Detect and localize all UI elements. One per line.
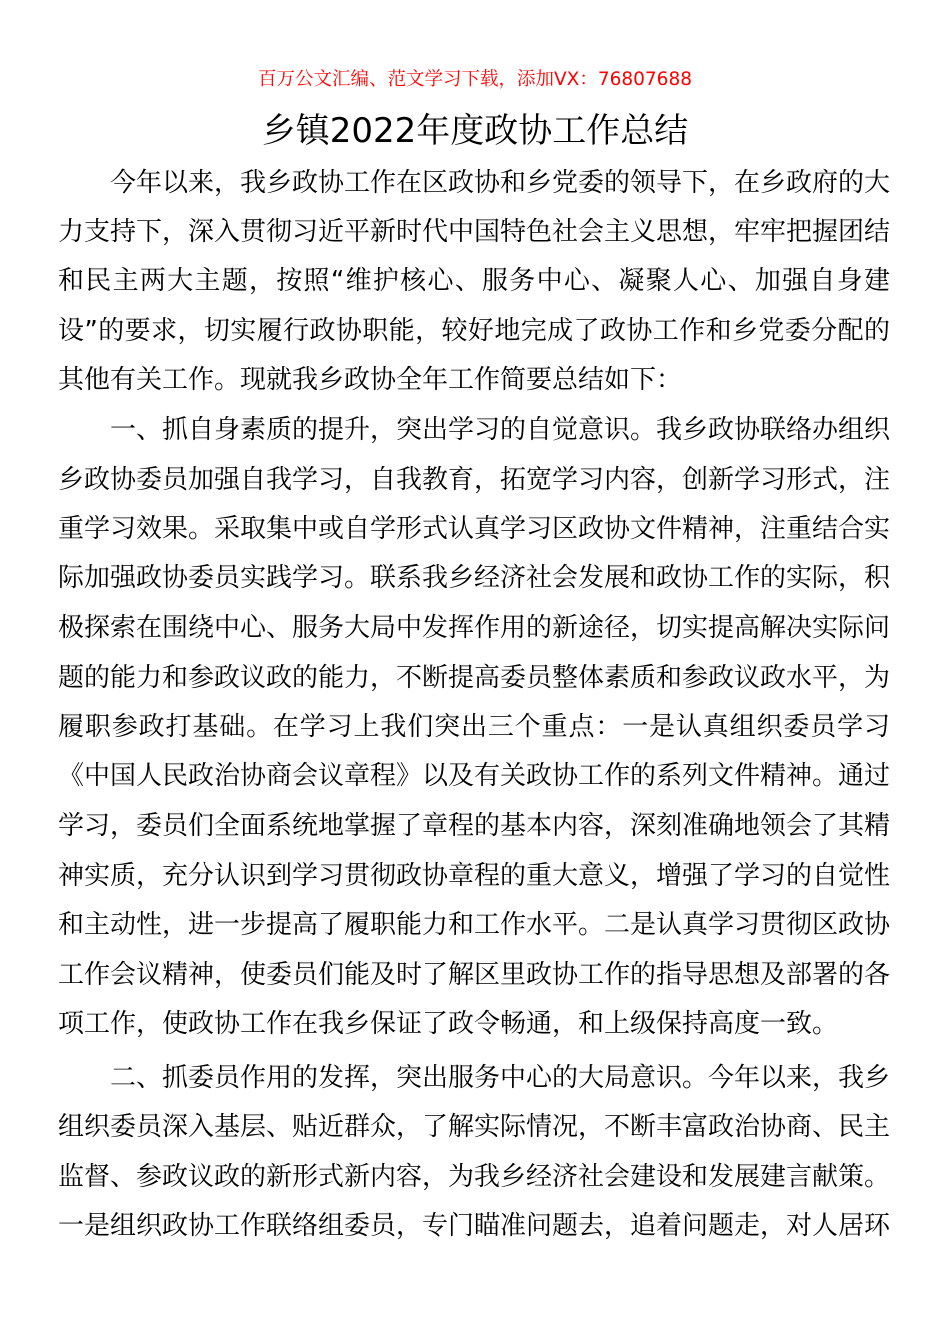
paragraph-line: 力支持下，深入贯彻习近平新时代中国特色社会主义思想，牢牢把握团结 [58,217,890,247]
paragraph-line: 履职参政打基础。在学习上我们突出三个重点：一是认真组织委员学习 [58,712,890,742]
paragraph-line: 极探索在围绕中心、服务大局中发挥作用的新途径，切实提高解决实际问 [58,613,890,643]
paragraph-line: 今年以来，我乡政协工作在区政协和乡党委的领导下，在乡政府的大 [110,168,890,198]
paragraph-line: 项工作，使政协工作在我乡保证了政令畅通，和上级保持高度一致。 [58,1009,839,1039]
paragraph-line: 乡政协委员加强自我学习，自我教育，拓宽学习内容，创新学习形式，注 [58,465,890,495]
paragraph-line: 二、抓委员作用的发挥，突出服务中心的大局意识。今年以来，我乡 [110,1063,890,1093]
document-title: 乡镇2022年度政协工作总结 [261,111,689,151]
paragraph-line: 学习，委员们全面系统地掌握了章程的基本内容，深刻准确地领会了其精 [58,811,890,841]
paragraph-line: 其他有关工作。现就我乡政协全年工作简要总结如下： [58,365,683,395]
paragraph-line: 和民主两大主题，按照“维护核心、服务中心、凝聚人心、加强自身建 [58,266,890,296]
paragraph-line: 组织委员深入基层、贴近群众，了解实际情况，不断丰富政治协商、民主 [58,1112,890,1142]
paragraph-line: 工作会议精神，使委员们能及时了解区里政协工作的指导思想及部署的各 [58,960,890,990]
paragraph-line: 和主动性，进一步提高了履职能力和工作水平。二是认真学习贯彻区政协 [58,910,890,940]
header-note: 百万公文汇编、范文学习下载，添加VX：76807688 [258,69,692,90]
paragraph-line: 际加强政协委员实践学习。联系我乡经济社会发展和政协工作的实际，积 [58,563,890,593]
paragraph-line: 重学习效果。采取集中或自学形式认真学习区政协文件精神，注重结合实 [58,514,890,544]
paragraph-line: 题的能力和参政议政的能力，不断提高委员整体素质和参政议政水平，为 [58,663,890,693]
paragraph-line: 监督、参政议政的新形式新内容，为我乡经济社会建设和发展建言献策。 [58,1162,890,1192]
paragraph-line: 一是组织政协工作联络组委员，专门瞄准问题去，追着问题走，对人居环 [58,1211,890,1241]
paragraph-line: 神实质，充分认识到学习贯彻政协章程的重大意义，增强了学习的自觉性 [58,861,890,891]
paragraph-line: 设”的要求，切实履行政协职能，较好地完成了政协工作和乡党委分配的 [58,316,890,346]
paragraph-line: 一、抓自身素质的提升，突出学习的自觉意识。我乡政协联络办组织 [110,415,890,445]
paragraph-line: 《中国人民政治协商会议章程》以及有关政协工作的系列文件精神。通过 [58,761,890,791]
